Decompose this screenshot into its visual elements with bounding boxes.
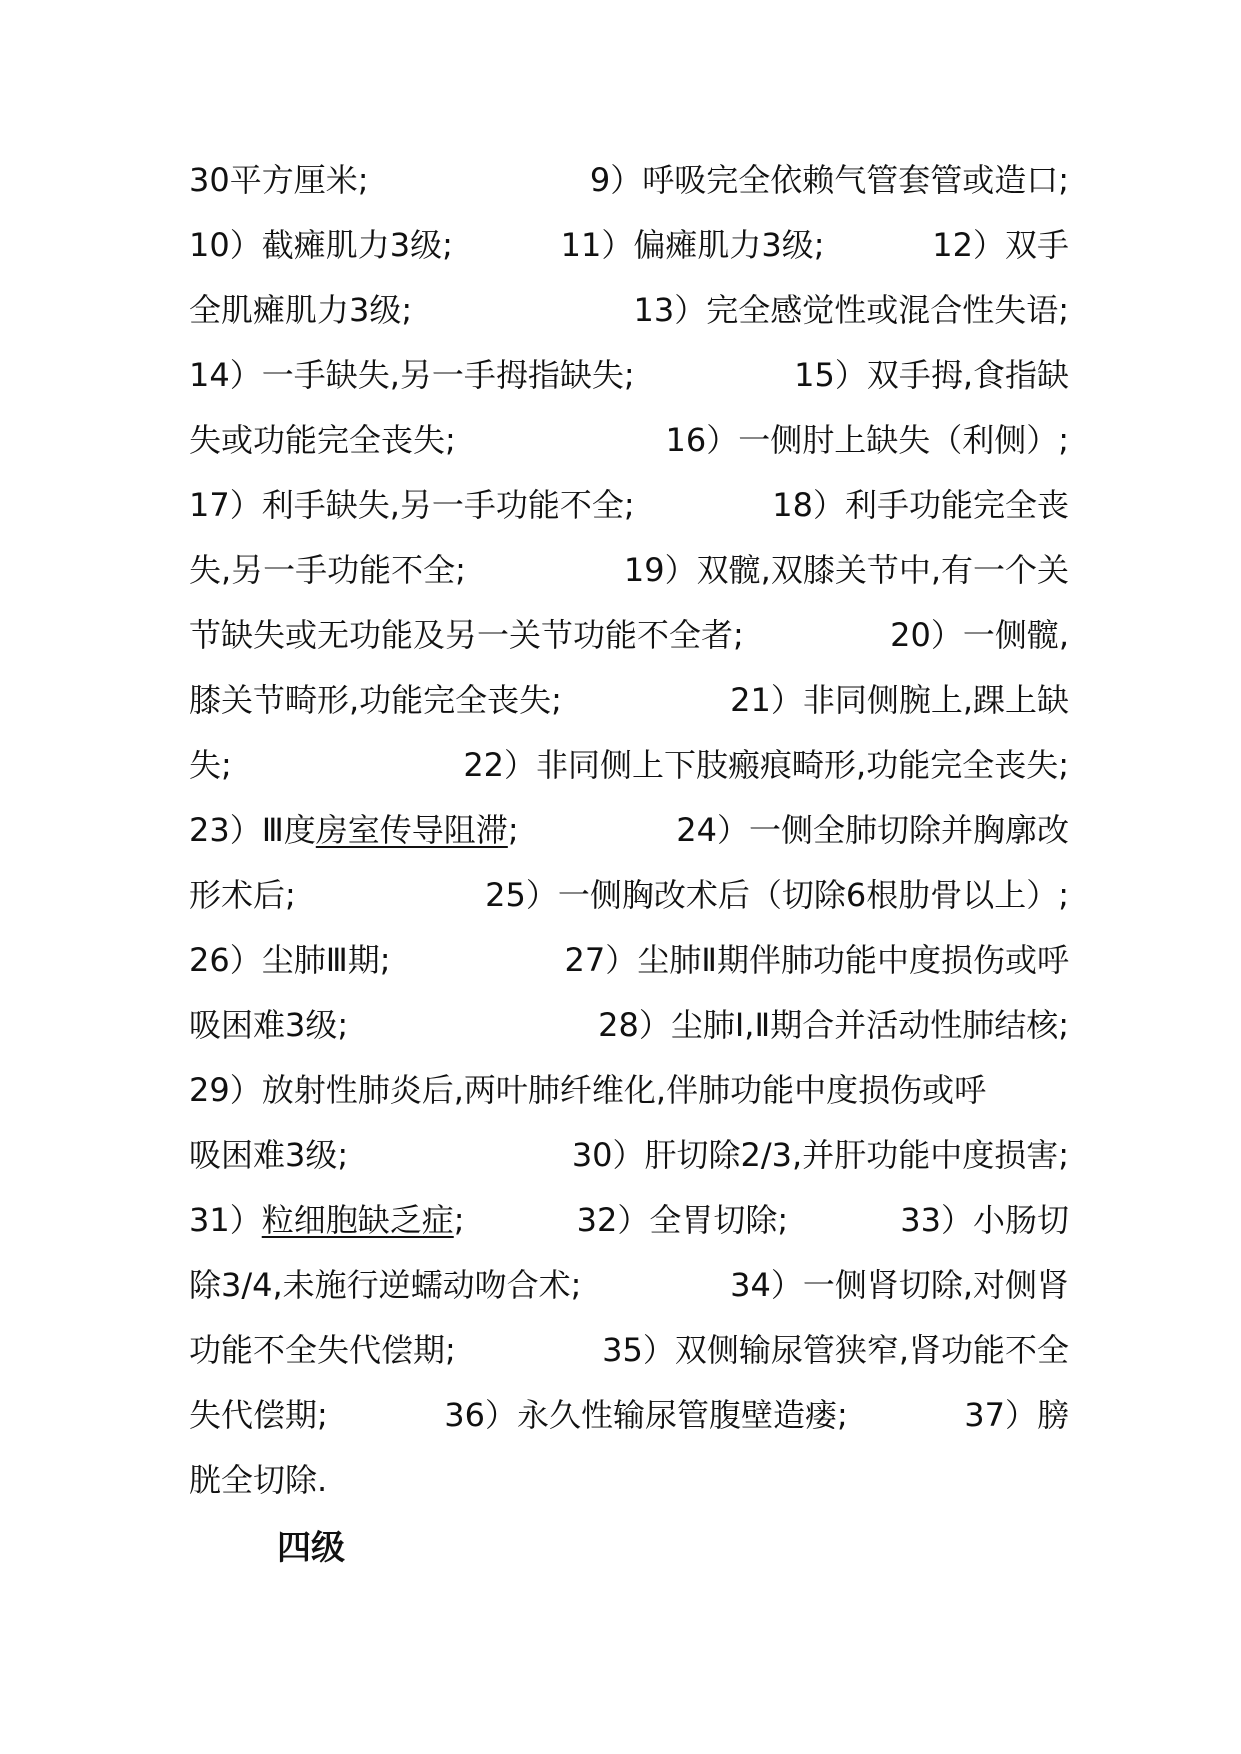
line-segment: 13）完全感觉性或混合性失语;: [633, 291, 1069, 329]
line-segment: 19）双髋,双膝关节中,有一个关: [623, 551, 1069, 589]
line-segment: 37）膀: [964, 1396, 1069, 1434]
line-segment: 27）尘肺Ⅱ期伴肺功能中度损伤或呼: [564, 941, 1069, 979]
text-line: [189, 160, 1069, 225]
text-line: [189, 355, 1069, 420]
text-line: [189, 1265, 1069, 1330]
text-line: [189, 940, 1069, 1005]
line-segment: 34）一侧肾切除,对侧肾: [730, 1266, 1069, 1304]
text-line: [189, 875, 1069, 940]
line-segment: 26）尘肺Ⅲ期;: [189, 941, 391, 979]
line-segment: 12）双手: [932, 226, 1069, 264]
line-segment: 失,另一手功能不全;: [189, 551, 466, 589]
line-text: ;: [507, 811, 519, 849]
line-segment: 全肌瘫肌力3级;: [189, 291, 413, 329]
line-segment: 失代偿期;: [189, 1396, 328, 1434]
text-line: [189, 550, 1069, 615]
line-segment: 17）利手缺失,另一手功能不全;: [189, 486, 635, 524]
text-line: [189, 485, 1069, 550]
text-line: [189, 810, 1069, 875]
text-line: [189, 1070, 1069, 1135]
line-text: 23）Ⅲ度: [189, 811, 316, 849]
line-segment: 35）双侧输尿管狭窄,肾功能不全: [602, 1331, 1069, 1369]
text-line: [189, 1200, 1069, 1265]
line-segment: 11）偏瘫肌力3级;: [560, 226, 825, 264]
line-segment: 10）截瘫肌力3级;: [189, 226, 453, 264]
line-segment: 21）非同侧腕上,踝上缺: [730, 681, 1069, 719]
line-segment: 吸困难3级;: [189, 1006, 349, 1044]
line-segment: 14）一手缺失,另一手拇指缺失;: [189, 356, 635, 394]
line-segment: 16）一侧肘上缺失（利侧）;: [665, 421, 1069, 459]
underlined-term: 房室传导阻滞: [315, 811, 508, 849]
line-segment: 功能不全失代偿期;: [189, 1331, 456, 1369]
line-segment: 25）一侧胸改术后（切除6根肋骨以上）;: [485, 876, 1069, 914]
line-segment: 膝关节畸形,功能完全丧失;: [189, 681, 562, 719]
section-heading: 四级: [277, 1528, 345, 1568]
line-segment: 失或功能完全丧失;: [189, 421, 456, 459]
line-segment: 节缺失或无功能及另一关节功能不全者;: [189, 616, 744, 654]
text-line: [189, 745, 1069, 810]
line-segment: 9）呼吸完全依赖气管套管或造口;: [589, 161, 1069, 199]
line-segment: 24）一侧全肺切除并胸廓改: [676, 811, 1069, 849]
line-segment: 29）放射性肺炎后,两叶肺纤维化,伴肺功能中度损伤或呼: [189, 1071, 987, 1109]
line-segment: [189, 810, 519, 850]
text-line: [189, 1395, 1069, 1460]
underlined-term: 粒细胞缺乏症: [261, 1201, 454, 1239]
line-segment: [189, 1200, 465, 1240]
line-segment: 32）全胃切除;: [576, 1201, 789, 1239]
line-segment: 22）非同侧上下肢瘢痕畸形,功能完全丧失;: [463, 746, 1069, 784]
line-segment: 胱全切除.: [189, 1461, 328, 1499]
line-segment: 吸困难3级;: [189, 1136, 349, 1174]
line-segment: 33）小肠切: [900, 1201, 1069, 1239]
line-text: ;: [453, 1201, 465, 1239]
line-segment: 18）利手功能完全丧: [772, 486, 1069, 524]
text-line: [189, 290, 1069, 355]
line-segment: 36）永久性输尿管腹壁造瘘;: [444, 1396, 848, 1434]
line-segment: 除3/4,未施行逆蠕动吻合术;: [189, 1266, 582, 1304]
line-segment: 30平方厘米;: [189, 161, 369, 199]
text-line: [189, 1330, 1069, 1395]
line-segment: 15）双手拇,食指缺: [794, 356, 1069, 394]
line-segment: 形术后;: [189, 876, 296, 914]
line-segment: 失;: [189, 746, 232, 784]
line-segment: 28）尘肺Ⅰ,Ⅱ期合并活动性肺结核;: [598, 1006, 1069, 1044]
text-line: [189, 1005, 1069, 1070]
line-text: 31）: [189, 1201, 262, 1239]
text-line: [189, 420, 1069, 485]
text-line: [189, 1460, 1069, 1525]
text-line: [189, 1135, 1069, 1200]
disability-list-text: [189, 160, 1069, 1525]
line-segment: 30）肝切除2/3,并肝功能中度损害;: [571, 1136, 1069, 1174]
line-segment: 20）一侧髋,: [890, 616, 1069, 654]
text-line: [189, 225, 1069, 290]
text-line: [189, 615, 1069, 680]
text-line: [189, 680, 1069, 745]
